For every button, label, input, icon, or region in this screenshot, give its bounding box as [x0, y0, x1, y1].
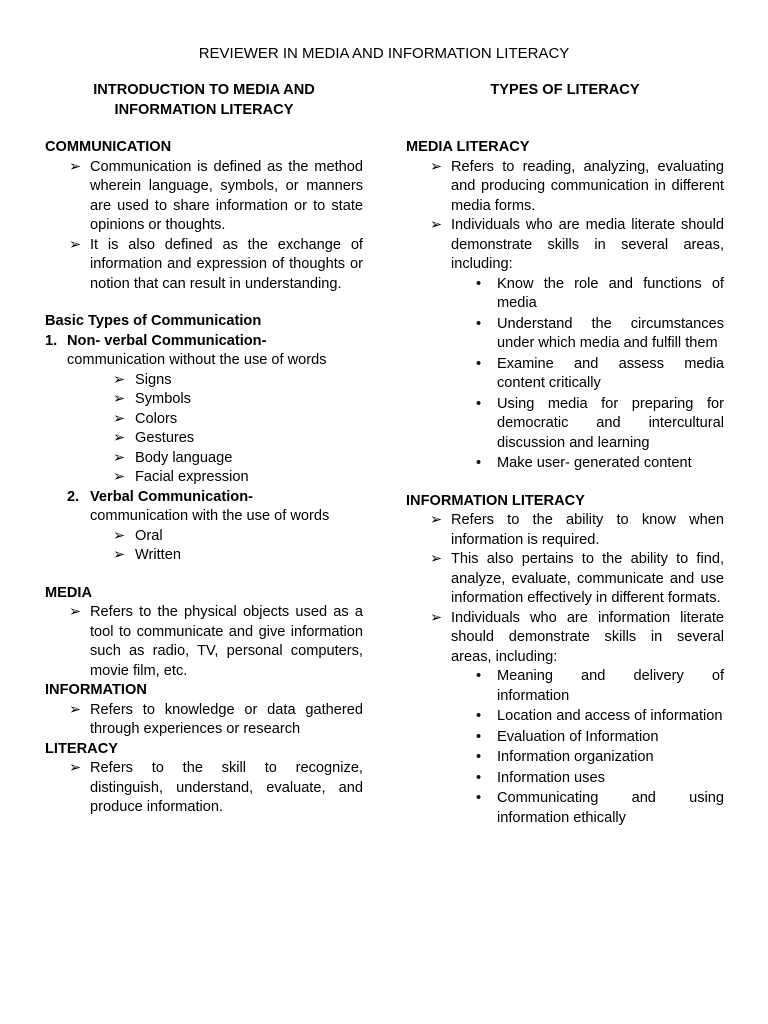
list-item: • Know the role and functions of media	[476, 275, 724, 311]
list-item: ➢ Symbols	[45, 390, 363, 410]
document-title: REVIEWER IN MEDIA AND INFORMATION LITERACY	[198, 45, 570, 62]
list-item: ➢ Written	[45, 546, 363, 566]
list-item: ➢ Signs	[45, 371, 363, 391]
list-item: ➢ Refers to the physical objects used as a tool to communicate and give information such as radio, TV, personal computers, movie film, etc.	[69, 604, 363, 679]
information-literacy-heading: INFORMATION LITERACY	[406, 492, 585, 509]
list-item: ➢ Individuals who are media literate should demonstrate skills in several areas, including:	[430, 217, 724, 272]
arrow-bullet-icon: ➢	[113, 391, 126, 407]
bullet-icon: •	[476, 749, 482, 765]
list-item: • Meaning and delivery of information	[476, 668, 724, 704]
list-item: ➢ Gestures	[45, 429, 363, 449]
basic-types-heading: Basic Types of Communication	[45, 313, 262, 329]
bullet-icon: •	[476, 708, 482, 724]
bullet-icon: •	[476, 395, 482, 412]
media-literacy-heading: MEDIA LITERACY	[406, 139, 530, 155]
arrow-bullet-icon: ➢	[69, 604, 82, 620]
arrow-bullet-icon: ➢	[69, 158, 82, 175]
list-item: • Make user- generated content	[406, 454, 724, 474]
bullet-icon: •	[476, 275, 482, 292]
communication-heading: COMMUNICATION	[45, 139, 172, 155]
list-item: ➢ Communication is defined as the method wherein language, symbols, or manners are used to share information or to state opinions or thoughts.	[69, 158, 363, 233]
arrow-bullet-icon: ➢	[430, 158, 443, 175]
list-item: • Evaluation of Information	[406, 728, 724, 748]
right-column-heading: TYPES OF LITERACY	[490, 82, 640, 98]
nonverbal-item: 1. Non- verbal Communication-	[45, 332, 267, 349]
arrow-bullet-icon: ➢	[113, 527, 126, 544]
left-column	[45, 80, 363, 818]
arrow-bullet-icon: ➢	[430, 512, 443, 528]
list-item: • Information uses	[406, 769, 724, 789]
list-item: ➢ Refers to reading, analyzing, evaluating and producing communication in different media forms.	[430, 158, 724, 214]
verbal-item: 2. Verbal Communication-	[67, 488, 253, 505]
arrow-bullet-icon: ➢	[430, 551, 443, 567]
list-item: ➢ Colors	[45, 410, 363, 430]
arrow-bullet-icon: ➢	[69, 701, 82, 718]
bullet-icon: •	[476, 668, 482, 684]
list-item: ➢ Body language	[45, 449, 363, 469]
arrow-bullet-icon: ➢	[430, 609, 443, 626]
left-column-heading: INTRODUCTION TO MEDIA AND INFORMATION LITERACY	[93, 82, 315, 118]
media-heading: MEDIA	[45, 584, 93, 601]
list-item: ➢ It is also defined as the exchange of information and expression of thoughts or notion that can result in understanding.	[69, 236, 363, 292]
list-item: • Location and access of information	[406, 707, 724, 727]
list-item: • Understand the circumstances under which media and fulfill them	[476, 315, 724, 351]
verbal-description: communication with the use of words	[90, 508, 330, 524]
list-item: ➢ Oral	[45, 527, 363, 547]
nonverbal-description: communication without the use of words	[67, 352, 327, 368]
bullet-icon: •	[476, 315, 482, 332]
list-item: • Using media for preparing for democratic and intercultural discussion and learning	[476, 395, 724, 451]
arrow-bullet-icon: ➢	[430, 217, 443, 233]
arrow-bullet-icon: ➢	[69, 236, 82, 253]
literacy-heading: LITERACY	[45, 740, 118, 757]
arrow-bullet-icon: ➢	[113, 469, 126, 485]
bullet-icon: •	[476, 728, 482, 745]
list-item: ➢ Refers to the ability to know when information is required.	[430, 512, 724, 548]
list-item: • Information organization	[406, 748, 724, 768]
bullet-icon: •	[476, 455, 482, 471]
bullet-icon: •	[476, 355, 482, 372]
list-item: • Communicating and using information ethically	[476, 790, 724, 826]
arrow-bullet-icon: ➢	[113, 547, 126, 563]
list-item: ➢ This also pertains to the ability to find, analyze, evaluate, communicate and use information effectively in different formats.	[430, 551, 724, 606]
arrow-bullet-icon: ➢	[69, 760, 82, 776]
arrow-bullet-icon: ➢	[113, 371, 126, 388]
arrow-bullet-icon: ➢	[113, 449, 126, 466]
list-item: • Examine and assess media content critically	[476, 355, 724, 391]
list-item: ➢ Facial expression	[45, 468, 363, 488]
list-item: ➢ Refers to the skill to recognize, distinguish, understand, evaluate, and produce information.	[69, 760, 363, 815]
list-item: ➢ Refers to knowledge or data gathered through experiences or research	[69, 701, 363, 737]
right-column	[406, 80, 724, 828]
bullet-icon: •	[476, 769, 482, 786]
list-item: ➢ Individuals who are information literate should demonstrate skills in several areas, including:	[430, 609, 724, 665]
arrow-bullet-icon: ➢	[113, 410, 126, 427]
information-heading: INFORMATION	[45, 682, 147, 698]
bullet-icon: •	[476, 790, 482, 806]
arrow-bullet-icon: ➢	[113, 430, 126, 446]
